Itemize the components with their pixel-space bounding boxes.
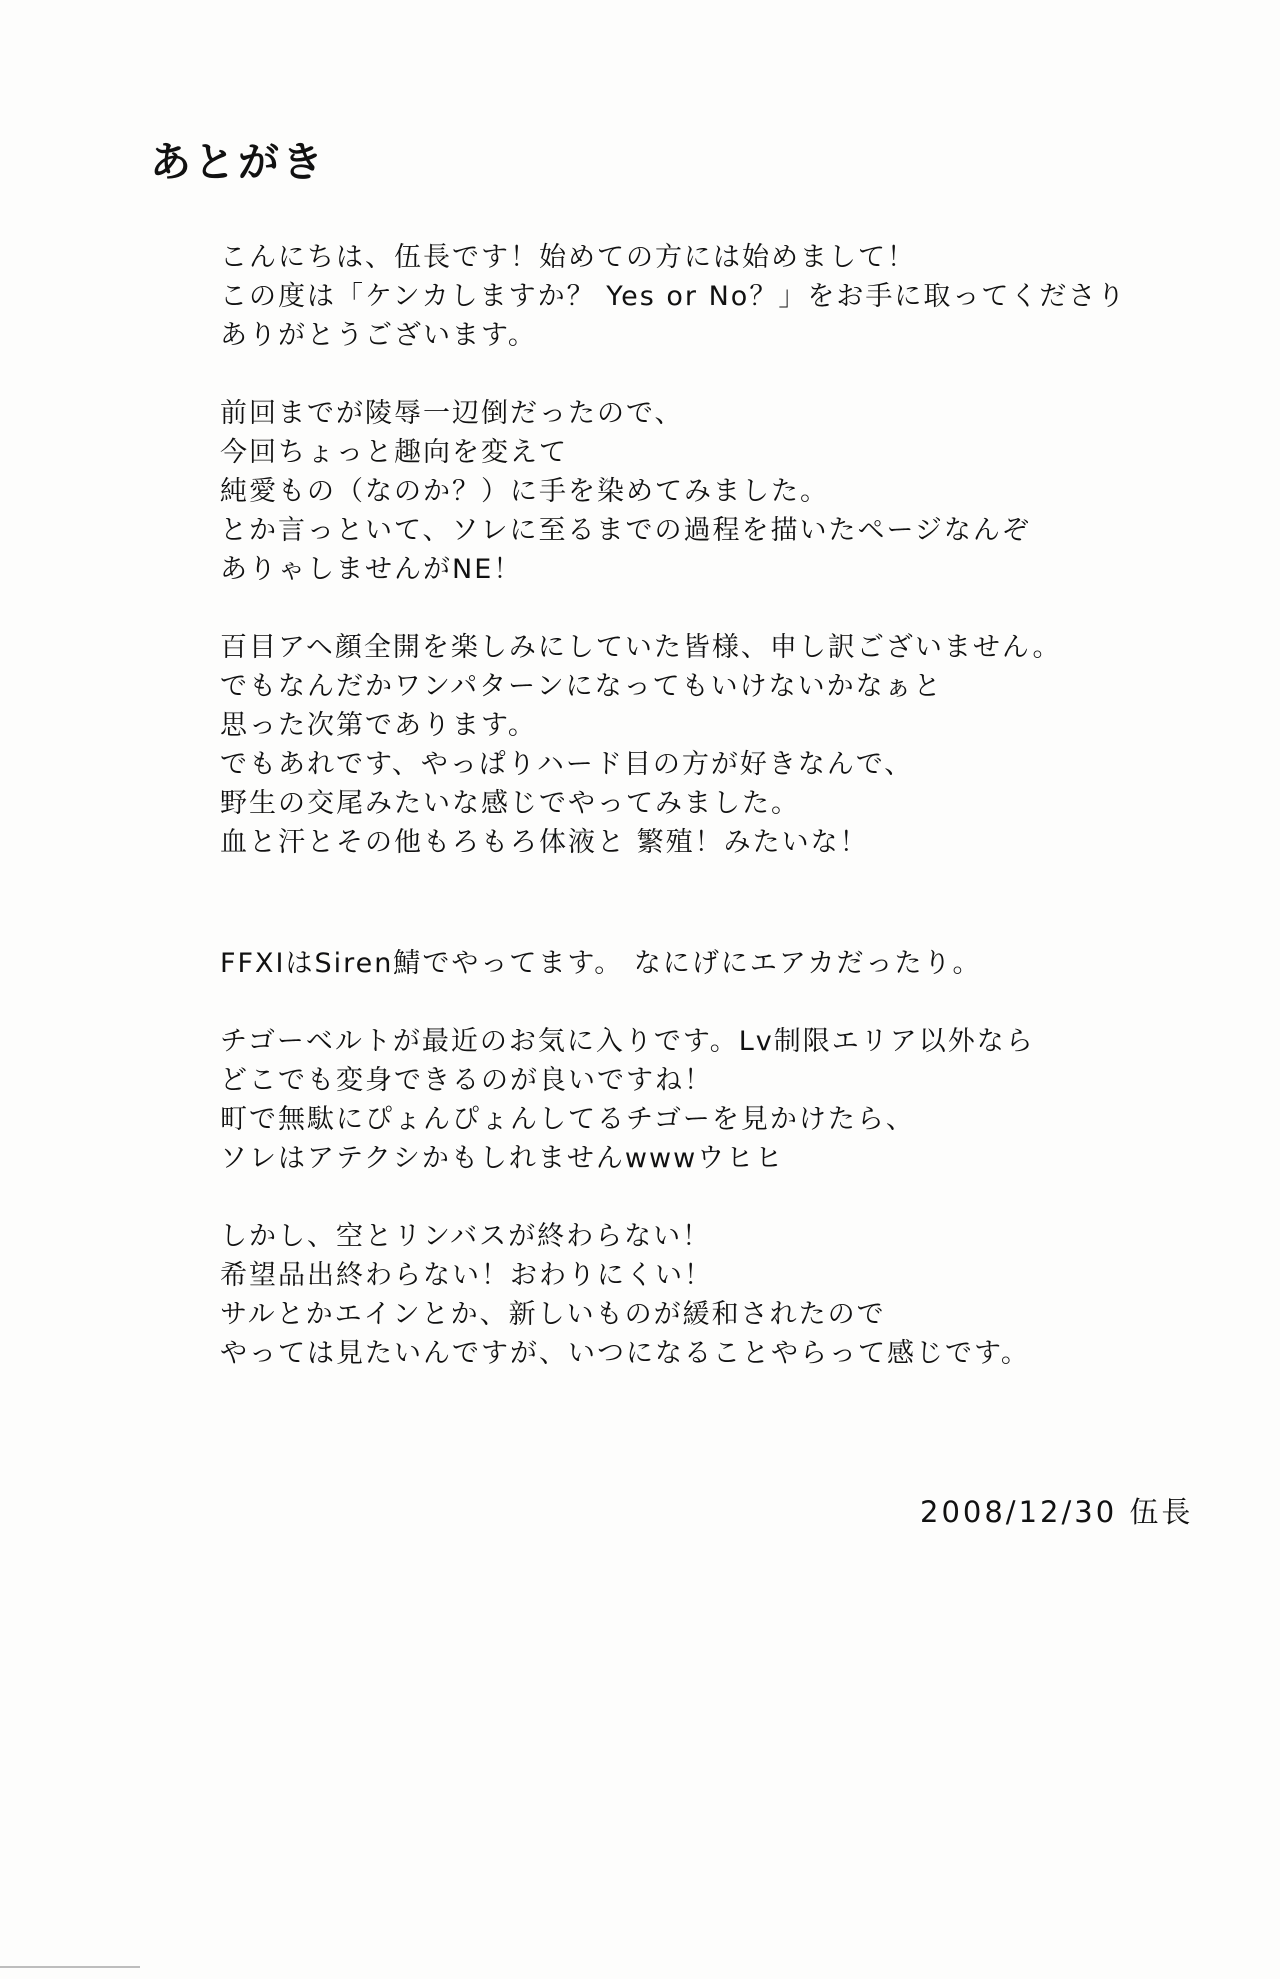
date-signature: 2008/12/30 伍長 xyxy=(920,1495,1194,1529)
text-line: この度は「ケンカしますか？ Yes or No？」をお手に取ってくださり xyxy=(220,281,1127,312)
paragraph-ffxi xyxy=(220,944,1230,983)
paragraph-greeting xyxy=(220,238,1230,355)
text-line: こんにちは、伍長です！始めての方には始めまして！ xyxy=(220,242,916,273)
text-line: ありがとうございます。 xyxy=(220,320,537,351)
text-line: ソレはアテクシかもしれませんwwwウヒヒ xyxy=(220,1143,785,1174)
text-line: 前回までが陵辱一辺倒だったので、 xyxy=(220,398,684,429)
paragraph-theme xyxy=(220,394,1230,589)
afterword-body xyxy=(220,238,1230,1412)
text-line: 今回ちょっと趣向を変えて xyxy=(220,437,568,468)
text-line: 純愛もの（なのか？）に手を染めてみました。 xyxy=(220,476,829,507)
text-line: 野生の交尾みたいな感じでやってみました。 xyxy=(220,788,800,819)
page-title: あとがき xyxy=(150,138,326,186)
text-line: やっては見たいんですが、いつになることやらって感じです。 xyxy=(220,1338,1030,1369)
text-line: でもあれです、やっぱりハード目の方が好きなんで、 xyxy=(220,749,914,780)
text-line: ありゃしませんがNE！ xyxy=(220,554,523,585)
paragraph-apology xyxy=(220,628,1230,862)
text-line: どこでも変身できるのが良いですね！ xyxy=(220,1065,713,1096)
text-line: 希望品出終わらない！おわりにくい！ xyxy=(220,1260,713,1291)
text-line: チゴーベルトが最近のお気に入りです。Lv制限エリア以外なら xyxy=(220,1026,1035,1057)
text-line: FFXIはSiren鯖でやってます。 なにげにエアカだったり。 xyxy=(220,948,982,979)
text-line: 思った次第であります。 xyxy=(220,710,537,741)
text-line: 百目アヘ顔全開を楽しみにしていた皆様、申し訳ございません。 xyxy=(220,632,1062,663)
text-line: でもなんだかワンパターンになってもいけないかなぁと xyxy=(220,671,943,702)
scan-edge-mark xyxy=(0,1966,140,1968)
text-line: しかし、空とリンバスが終わらない！ xyxy=(220,1221,712,1252)
text-line: サルとかエインとか、新しいものが緩和されたので xyxy=(220,1299,886,1330)
text-line: 血と汗とその他もろもろ体液と 繁殖！みたいな！ xyxy=(220,827,869,858)
text-line: とか言っといて、ソレに至るまでの過程を描いたページなんぞ xyxy=(220,515,1031,546)
paragraph-chigo xyxy=(220,1022,1230,1178)
text-line: 町で無駄にぴょんぴょんしてるチゴーを見かけたら、 xyxy=(220,1104,915,1135)
paragraph-limbus xyxy=(220,1217,1230,1373)
